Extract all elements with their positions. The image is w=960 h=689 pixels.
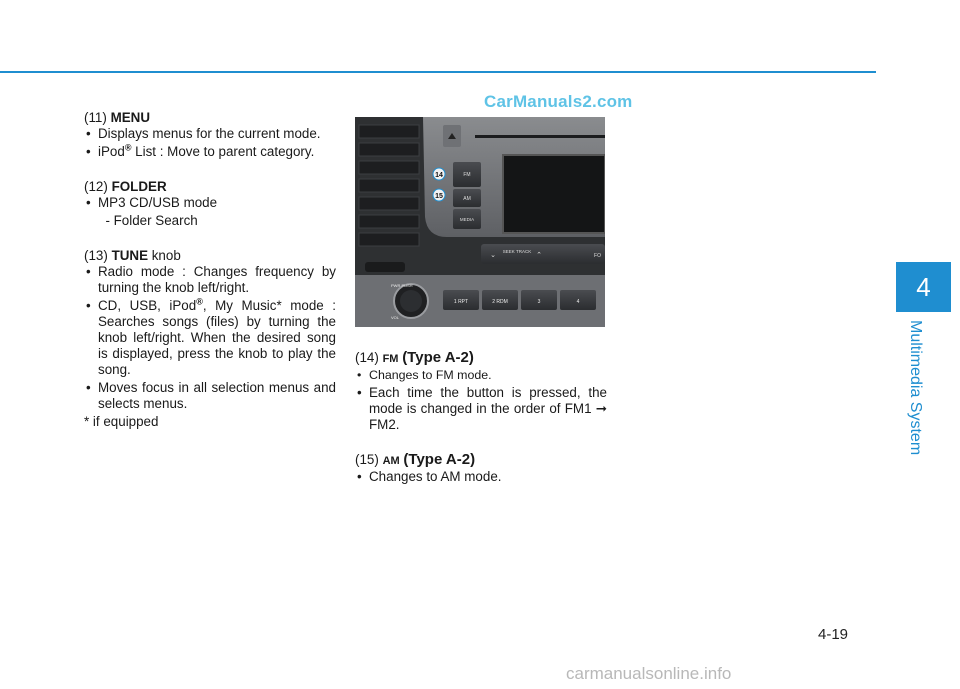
bullet: • Changes to AM mode. — [355, 469, 607, 485]
tune-key-label: TUNE — [111, 248, 149, 263]
head-unit-illustration — [355, 117, 605, 327]
pwr-label: PWR PUSH — [391, 283, 413, 288]
preset-3-button: 3 — [537, 299, 541, 305]
svg-text:FO: FO — [594, 253, 601, 259]
folder-key-label: FOLDER — [111, 179, 167, 194]
vol-label: VOL — [391, 315, 400, 320]
header-rule — [0, 71, 876, 73]
svg-text:⌃: ⌃ — [536, 252, 542, 259]
section-side-label: Multimedia System — [907, 320, 924, 456]
preset-1-button: 1 RPT — [453, 299, 469, 305]
footnote: * if equipped — [84, 414, 159, 429]
bullet: • Moves focus in all selection menus and selects menus. — [84, 380, 336, 412]
section-13-heading: (13) TUNE knob — [84, 248, 181, 263]
callout-15: 15 — [435, 193, 443, 200]
svg-text:⌄: ⌄ — [490, 252, 496, 259]
page-number: 4-19 — [818, 626, 849, 643]
callout-14: 14 — [435, 172, 443, 179]
watermark-top: CarManuals2.com — [484, 92, 633, 111]
media-button: MEDIA — [459, 217, 475, 222]
menu-key-label: MENU — [110, 110, 150, 125]
fm-button: FM — [463, 172, 471, 178]
sub-item: - Folder Search — [105, 213, 198, 228]
chapter-tab: 4 — [896, 262, 951, 312]
section-11-heading: (11) MENU — [84, 110, 150, 125]
seek-track-label: SEEK TRACK — [502, 249, 532, 254]
am-key-label: AM — [382, 455, 400, 467]
section-12-heading: (12) FOLDER — [84, 179, 167, 194]
preset-4-button: 4 — [576, 299, 580, 305]
bullet: • Each time the button is pressed, the mode is changed in the order of FM1 ➞ FM2. — [355, 385, 607, 433]
bullet: • CD, USB, iPod®, My Music* mode : Searches songs (files) by turning the knob left/right. When the desired song is displayed, press the knob to play the song. — [84, 298, 336, 378]
bullet: • iPod® List : Move to parent category. — [84, 144, 336, 160]
section-14-heading: (14) FM (Type A-2) — [355, 349, 474, 366]
am-button: AM — [463, 196, 471, 202]
bullet: • Changes to FM mode. — [355, 367, 607, 383]
preset-2-button: 2 RDM — [492, 299, 508, 305]
head-unit-photo — [355, 117, 605, 327]
bullet: • Radio mode : Changes frequency by turning the knob left/right. — [84, 264, 336, 296]
column-left — [84, 110, 336, 430]
watermark-bottom: carmanualsonline.info — [566, 664, 732, 683]
bullet: • Displays menus for the current mode. — [84, 126, 336, 142]
fm-key-label: FM — [382, 353, 399, 365]
section-15-heading: (15) AM (Type A-2) — [355, 451, 476, 468]
bullet: • MP3 CD/USB mode — [84, 195, 336, 211]
column-right — [355, 350, 607, 487]
